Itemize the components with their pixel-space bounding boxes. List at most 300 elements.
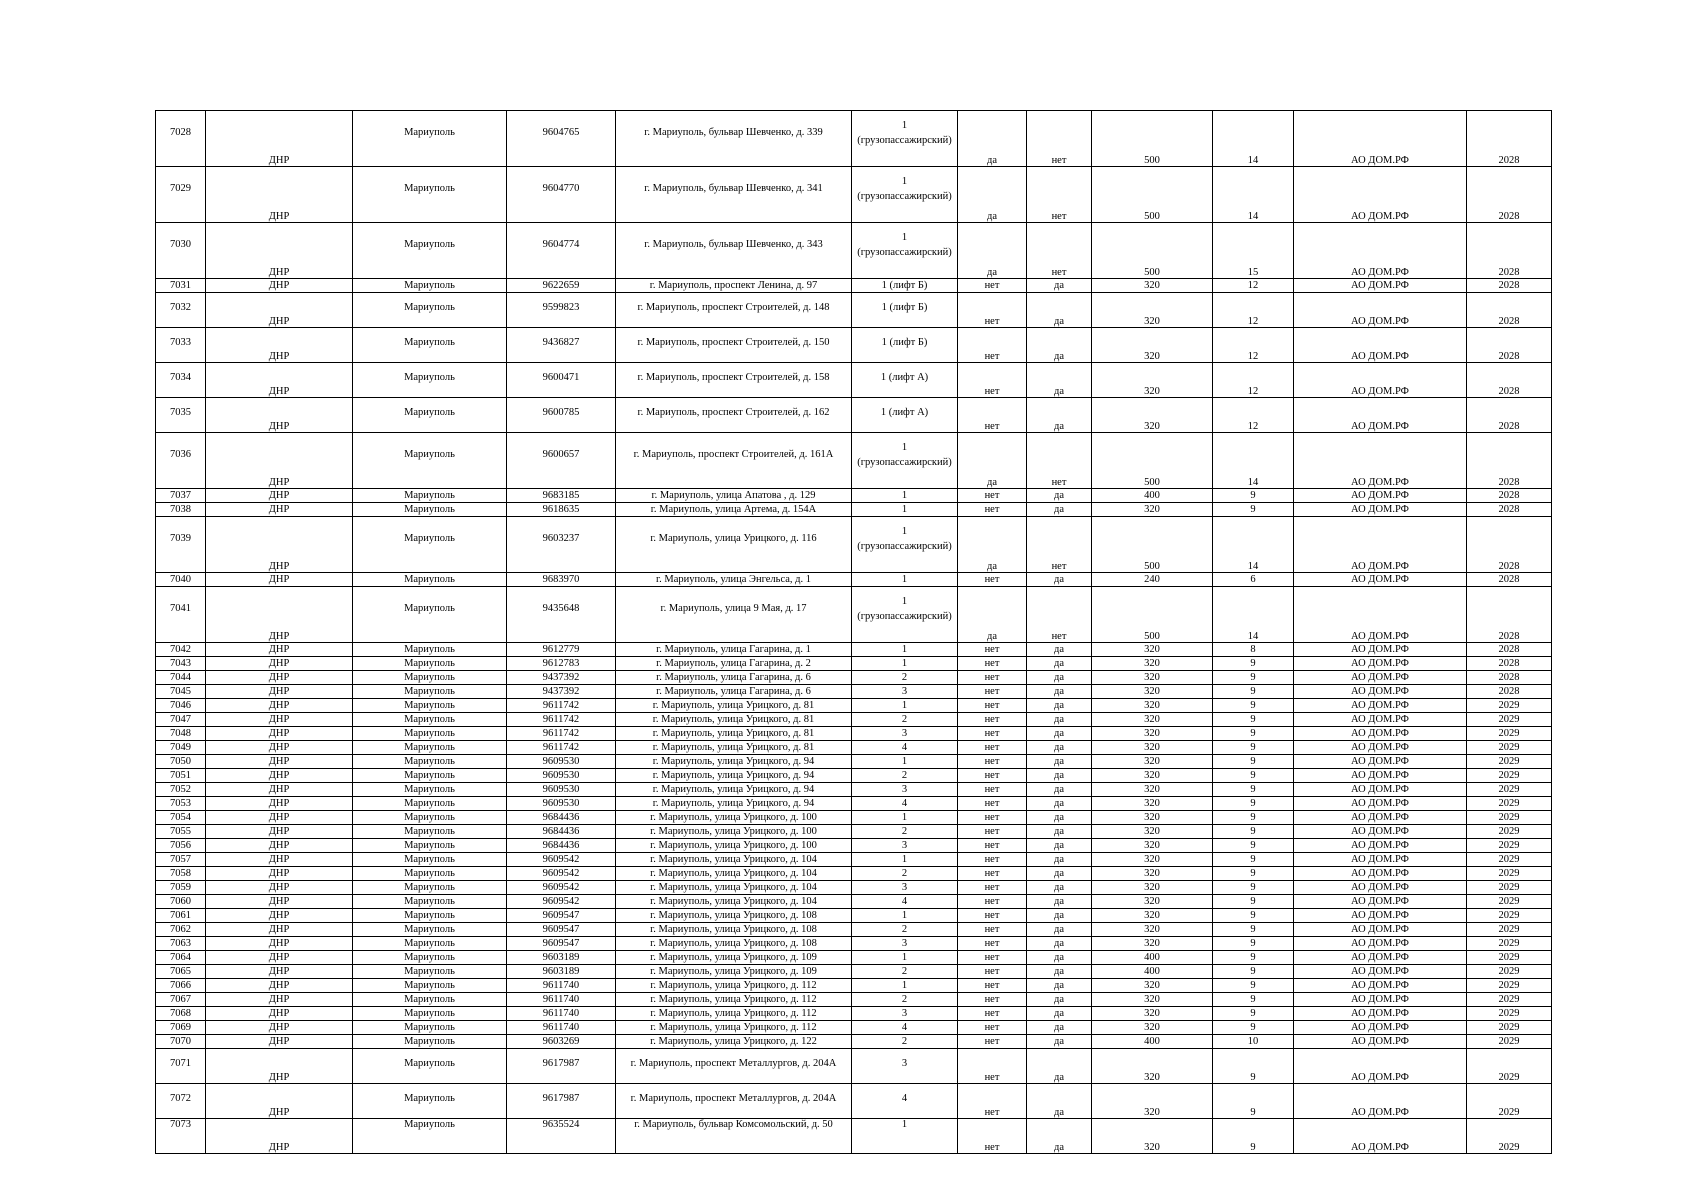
cell-elevator-count: 1 [852,755,958,769]
table-row [156,433,1552,489]
cell-building-id: 9611742 [507,699,616,713]
cell-stops: 9 [1213,489,1294,503]
cell-capacity-kg: 500 [1092,111,1213,167]
cell-stops: 8 [1213,643,1294,657]
cell-year: 2028 [1467,685,1552,699]
cell-year: 2028 [1467,489,1552,503]
cell-region: ДНР [206,993,353,1007]
cell-row-number: 7063 [156,937,206,951]
cell-elevator-count: 3 [852,881,958,895]
cell-row-number: 7034 [156,363,206,398]
cell-freight-flag: нет [958,895,1027,909]
cell-city: Мариуполь [353,797,507,811]
cell-freight-flag: нет [958,685,1027,699]
cell-capacity-kg: 320 [1092,1021,1213,1035]
cell-building-id: 9603237 [507,517,616,573]
table-row [156,517,1552,573]
cell-row-number: 7049 [156,741,206,755]
cell-row-number: 7067 [156,993,206,1007]
cell-passenger-flag: да [1027,909,1092,923]
cell-row-number: 7052 [156,783,206,797]
cell-passenger-flag: нет [1027,587,1092,643]
cell-stops: 9 [1213,881,1294,895]
cell-owner: АО ДОМ.РФ [1294,363,1467,398]
cell-owner: АО ДОМ.РФ [1294,699,1467,713]
cell-address: г. Мариуполь, улица Урицкого, д. 81 [616,713,852,727]
table-row [156,699,1552,713]
cell-owner: АО ДОМ.РФ [1294,671,1467,685]
cell-elevator-count: 1 (лифт Б) [852,279,958,293]
cell-freight-flag: нет [958,951,1027,965]
cell-stops: 9 [1213,895,1294,909]
table-row [156,741,1552,755]
cell-stops: 9 [1213,811,1294,825]
cell-freight-flag: нет [958,881,1027,895]
cell-capacity-kg: 320 [1092,811,1213,825]
cell-stops: 9 [1213,1084,1294,1119]
cell-passenger-flag: да [1027,293,1092,328]
cell-freight-flag: нет [958,937,1027,951]
cell-year: 2028 [1467,517,1552,573]
cell-elevator-count: 1 [852,699,958,713]
cell-stops: 9 [1213,727,1294,741]
cell-passenger-flag: да [1027,573,1092,587]
cell-row-number: 7066 [156,979,206,993]
cell-passenger-flag: да [1027,811,1092,825]
cell-city: Мариуполь [353,937,507,951]
cell-row-number: 7064 [156,951,206,965]
cell-stops: 14 [1213,587,1294,643]
cell-passenger-flag: да [1027,755,1092,769]
cell-capacity-kg: 320 [1092,398,1213,433]
cell-elevator-count: 1 [852,811,958,825]
cell-freight-flag: нет [958,328,1027,363]
cell-year: 2028 [1467,671,1552,685]
cell-freight-flag: нет [958,853,1027,867]
cell-address: г. Мариуполь, улица Урицкого, д. 109 [616,951,852,965]
cell-address: г. Мариуполь, проспект Металлургов, д. 204А [616,1084,852,1119]
cell-freight-flag: нет [958,727,1027,741]
cell-year: 2029 [1467,811,1552,825]
table-row [156,489,1552,503]
cell-row-number: 7060 [156,895,206,909]
cell-building-id: 9611740 [507,1007,616,1021]
cell-passenger-flag: да [1027,895,1092,909]
cell-stops: 9 [1213,979,1294,993]
cell-owner: АО ДОМ.РФ [1294,979,1467,993]
cell-address: г. Мариуполь, улица 9 Мая, д. 17 [616,587,852,643]
cell-elevator-count: 2 [852,825,958,839]
table-row [156,685,1552,699]
cell-owner: АО ДОМ.РФ [1294,727,1467,741]
cell-elevator-count: 1 [852,979,958,993]
cell-passenger-flag: нет [1027,167,1092,223]
cell-building-id: 9684436 [507,825,616,839]
cell-region: ДНР [206,685,353,699]
cell-city: Мариуполь [353,587,507,643]
table-row [156,895,1552,909]
cell-stops: 12 [1213,293,1294,328]
table-row [156,965,1552,979]
cell-region: ДНР [206,279,353,293]
table-row [156,587,1552,643]
cell-capacity-kg: 320 [1092,1049,1213,1084]
cell-city: Мариуполь [353,1119,507,1154]
cell-building-id: 9609530 [507,755,616,769]
cell-address: г. Мариуполь, улица Урицкого, д. 100 [616,811,852,825]
cell-owner: АО ДОМ.РФ [1294,1021,1467,1035]
cell-owner: АО ДОМ.РФ [1294,993,1467,1007]
cell-owner: АО ДОМ.РФ [1294,895,1467,909]
cell-year: 2029 [1467,769,1552,783]
cell-freight-flag: нет [958,713,1027,727]
cell-region: ДНР [206,111,353,167]
cell-building-id: 9612779 [507,643,616,657]
cell-elevator-count: 1 [852,573,958,587]
cell-address: г. Мариуполь, улица Урицкого, д. 81 [616,727,852,741]
cell-capacity-kg: 320 [1092,895,1213,909]
cell-address: г. Мариуполь, бульвар Комсомольский, д. 50 [616,1119,852,1154]
cell-city: Мариуполь [353,699,507,713]
table-row [156,839,1552,853]
cell-year: 2029 [1467,839,1552,853]
cell-city: Мариуполь [353,573,507,587]
cell-address: г. Мариуполь, улица Урицкого, д. 94 [616,783,852,797]
cell-freight-flag: нет [958,489,1027,503]
table-row [156,223,1552,279]
cell-freight-flag: нет [958,1035,1027,1049]
cell-address: г. Мариуполь, улица Урицкого, д. 108 [616,923,852,937]
cell-stops: 12 [1213,398,1294,433]
cell-elevator-count: 1 [852,643,958,657]
cell-region: ДНР [206,937,353,951]
cell-owner: АО ДОМ.РФ [1294,783,1467,797]
cell-owner: АО ДОМ.РФ [1294,328,1467,363]
cell-capacity-kg: 240 [1092,573,1213,587]
cell-passenger-flag: нет [1027,517,1092,573]
cell-passenger-flag: да [1027,769,1092,783]
cell-year: 2029 [1467,909,1552,923]
cell-stops: 9 [1213,825,1294,839]
cell-stops: 12 [1213,279,1294,293]
cell-owner: АО ДОМ.РФ [1294,1049,1467,1084]
cell-owner: АО ДОМ.РФ [1294,573,1467,587]
cell-passenger-flag: да [1027,993,1092,1007]
cell-city: Мариуполь [353,111,507,167]
cell-region: ДНР [206,503,353,517]
cell-capacity-kg: 320 [1092,853,1213,867]
cell-elevator-count: 4 [852,797,958,811]
cell-region: ДНР [206,1049,353,1084]
cell-owner: АО ДОМ.РФ [1294,853,1467,867]
cell-year: 2029 [1467,853,1552,867]
cell-address: г. Мариуполь, улица Урицкого, д. 104 [616,853,852,867]
cell-year: 2029 [1467,783,1552,797]
cell-stops: 10 [1213,1035,1294,1049]
cell-row-number: 7047 [156,713,206,727]
cell-elevator-count: 1 [852,1119,958,1154]
cell-owner: АО ДОМ.РФ [1294,657,1467,671]
cell-building-id: 9609547 [507,923,616,937]
cell-city: Мариуполь [353,685,507,699]
cell-passenger-flag: да [1027,1007,1092,1021]
cell-year: 2028 [1467,279,1552,293]
cell-row-number: 7057 [156,853,206,867]
cell-row-number: 7069 [156,1021,206,1035]
cell-building-id: 9611740 [507,1021,616,1035]
cell-capacity-kg: 320 [1092,755,1213,769]
cell-row-number: 7062 [156,923,206,937]
cell-city: Мариуполь [353,853,507,867]
cell-owner: АО ДОМ.РФ [1294,923,1467,937]
cell-address: г. Мариуполь, улица Урицкого, д. 81 [616,741,852,755]
cell-owner: АО ДОМ.РФ [1294,167,1467,223]
cell-year: 2028 [1467,433,1552,489]
cell-region: ДНР [206,433,353,489]
cell-address: г. Мариуполь, бульвар Шевченко, д. 343 [616,223,852,279]
cell-building-id: 9600785 [507,398,616,433]
cell-passenger-flag: нет [1027,111,1092,167]
cell-elevator-count: 2 [852,671,958,685]
cell-capacity-kg: 320 [1092,769,1213,783]
cell-region: ДНР [206,398,353,433]
cell-building-id: 9600471 [507,363,616,398]
cell-row-number: 7042 [156,643,206,657]
cell-passenger-flag: да [1027,797,1092,811]
cell-row-number: 7072 [156,1084,206,1119]
cell-elevator-count: 3 [852,1049,958,1084]
cell-building-id: 9683970 [507,573,616,587]
cell-row-number: 7061 [156,909,206,923]
cell-passenger-flag: да [1027,643,1092,657]
cell-address: г. Мариуполь, проспект Строителей, д. 158 [616,363,852,398]
cell-city: Мариуполь [353,923,507,937]
cell-row-number: 7054 [156,811,206,825]
cell-building-id: 9435648 [507,587,616,643]
cell-row-number: 7050 [156,755,206,769]
cell-row-number: 7048 [156,727,206,741]
cell-stops: 9 [1213,965,1294,979]
cell-passenger-flag: да [1027,923,1092,937]
cell-stops: 12 [1213,363,1294,398]
cell-row-number: 7053 [156,797,206,811]
cell-elevator-count: 3 [852,783,958,797]
cell-building-id: 9611742 [507,727,616,741]
cell-row-number: 7073 [156,1119,206,1154]
cell-freight-flag: нет [958,783,1027,797]
table-row [156,993,1552,1007]
cell-year: 2029 [1467,741,1552,755]
cell-address: г. Мариуполь, улица Урицкого, д. 104 [616,881,852,895]
cell-row-number: 7037 [156,489,206,503]
cell-elevator-count: 2 [852,965,958,979]
cell-building-id: 9617987 [507,1049,616,1084]
cell-year: 2029 [1467,895,1552,909]
cell-elevator-count: 3 [852,839,958,853]
cell-region: ДНР [206,1035,353,1049]
cell-elevator-count: 3 [852,1007,958,1021]
cell-owner: АО ДОМ.РФ [1294,1084,1467,1119]
elevator-register-table [155,110,1552,1154]
cell-city: Мариуполь [353,881,507,895]
cell-building-id: 9609547 [507,909,616,923]
cell-city: Мариуполь [353,979,507,993]
cell-city: Мариуполь [353,713,507,727]
table-row [156,825,1552,839]
cell-city: Мариуполь [353,895,507,909]
cell-freight-flag: нет [958,769,1027,783]
cell-region: ДНР [206,755,353,769]
cell-owner: АО ДОМ.РФ [1294,965,1467,979]
cell-owner: АО ДОМ.РФ [1294,489,1467,503]
table-row [156,503,1552,517]
cell-region: ДНР [206,489,353,503]
cell-city: Мариуполь [353,503,507,517]
cell-capacity-kg: 320 [1092,503,1213,517]
cell-capacity-kg: 500 [1092,433,1213,489]
cell-stops: 9 [1213,909,1294,923]
cell-elevator-count: 2 [852,923,958,937]
cell-freight-flag: нет [958,573,1027,587]
cell-capacity-kg: 500 [1092,587,1213,643]
cell-year: 2028 [1467,293,1552,328]
table-row [156,1007,1552,1021]
cell-city: Мариуполь [353,769,507,783]
cell-city: Мариуполь [353,433,507,489]
cell-region: ДНР [206,895,353,909]
cell-address: г. Мариуполь, улица Урицкого, д. 112 [616,1007,852,1021]
table-row [156,979,1552,993]
cell-year: 2029 [1467,965,1552,979]
cell-year: 2028 [1467,398,1552,433]
cell-city: Мариуполь [353,1049,507,1084]
cell-capacity-kg: 320 [1092,685,1213,699]
cell-building-id: 9603189 [507,951,616,965]
cell-year: 2028 [1467,587,1552,643]
cell-address: г. Мариуполь, улица Урицкого, д. 100 [616,839,852,853]
cell-freight-flag: нет [958,503,1027,517]
cell-address: г. Мариуполь, улица Урицкого, д. 81 [616,699,852,713]
cell-capacity-kg: 320 [1092,741,1213,755]
cell-capacity-kg: 320 [1092,979,1213,993]
cell-building-id: 9609542 [507,853,616,867]
cell-owner: АО ДОМ.РФ [1294,433,1467,489]
cell-capacity-kg: 320 [1092,923,1213,937]
cell-capacity-kg: 320 [1092,657,1213,671]
cell-row-number: 7045 [156,685,206,699]
cell-passenger-flag: нет [1027,223,1092,279]
cell-region: ДНР [206,909,353,923]
cell-owner: АО ДОМ.РФ [1294,867,1467,881]
cell-passenger-flag: да [1027,951,1092,965]
cell-owner: АО ДОМ.РФ [1294,223,1467,279]
cell-year: 2029 [1467,1007,1552,1021]
cell-owner: АО ДОМ.РФ [1294,1007,1467,1021]
cell-address: г. Мариуполь, проспект Строителей, д. 162 [616,398,852,433]
table-row [156,1035,1552,1049]
cell-row-number: 7046 [156,699,206,713]
cell-elevator-count: 1 [852,951,958,965]
cell-freight-flag: нет [958,293,1027,328]
cell-passenger-flag: да [1027,937,1092,951]
cell-year: 2029 [1467,1119,1552,1154]
cell-elevator-count: 1 [852,503,958,517]
cell-row-number: 7031 [156,279,206,293]
cell-passenger-flag: да [1027,979,1092,993]
cell-city: Мариуполь [353,951,507,965]
cell-address: г. Мариуполь, улица Гагарина, д. 6 [616,671,852,685]
cell-address: г. Мариуполь, улица Гагарина, д. 2 [616,657,852,671]
cell-region: ДНР [206,643,353,657]
cell-region: ДНР [206,979,353,993]
table-row [156,573,1552,587]
cell-city: Мариуполь [353,727,507,741]
cell-year: 2029 [1467,1021,1552,1035]
cell-region: ДНР [206,783,353,797]
cell-owner: АО ДОМ.РФ [1294,797,1467,811]
cell-city: Мариуполь [353,489,507,503]
cell-passenger-flag: да [1027,1021,1092,1035]
cell-owner: АО ДОМ.РФ [1294,881,1467,895]
cell-address: г. Мариуполь, улица Энгельса, д. 1 [616,573,852,587]
cell-capacity-kg: 320 [1092,797,1213,811]
cell-row-number: 7059 [156,881,206,895]
cell-row-number: 7068 [156,1007,206,1021]
cell-stops: 9 [1213,671,1294,685]
table-row [156,328,1552,363]
cell-row-number: 7065 [156,965,206,979]
cell-passenger-flag: да [1027,839,1092,853]
cell-region: ДНР [206,881,353,895]
cell-freight-flag: нет [958,1084,1027,1119]
cell-address: г. Мариуполь, проспект Строителей, д. 148 [616,293,852,328]
table-row [156,167,1552,223]
cell-address: г. Мариуполь, улица Урицкого, д. 109 [616,965,852,979]
cell-building-id: 9612783 [507,657,616,671]
cell-passenger-flag: да [1027,489,1092,503]
cell-passenger-flag: да [1027,853,1092,867]
cell-stops: 9 [1213,839,1294,853]
cell-year: 2029 [1467,867,1552,881]
cell-year: 2028 [1467,363,1552,398]
cell-city: Мариуполь [353,1021,507,1035]
cell-region: ДНР [206,951,353,965]
cell-region: ДНР [206,363,353,398]
cell-year: 2029 [1467,993,1552,1007]
cell-passenger-flag: да [1027,783,1092,797]
cell-elevator-count: 1 (грузопассажирский) [852,111,958,167]
cell-capacity-kg: 320 [1092,727,1213,741]
cell-region: ДНР [206,573,353,587]
cell-region: ДНР [206,853,353,867]
cell-freight-flag: нет [958,1049,1027,1084]
cell-owner: АО ДОМ.РФ [1294,685,1467,699]
cell-address: г. Мариуполь, проспект Строителей, д. 150 [616,328,852,363]
cell-city: Мариуполь [353,517,507,573]
cell-freight-flag: нет [958,839,1027,853]
cell-elevator-count: 1 (грузопассажирский) [852,167,958,223]
cell-region: ДНР [206,727,353,741]
cell-capacity-kg: 320 [1092,1007,1213,1021]
cell-building-id: 9604765 [507,111,616,167]
cell-elevator-count: 1 [852,489,958,503]
cell-year: 2028 [1467,328,1552,363]
cell-capacity-kg: 320 [1092,839,1213,853]
cell-city: Мариуполь [353,909,507,923]
cell-city: Мариуполь [353,1035,507,1049]
cell-owner: АО ДОМ.РФ [1294,111,1467,167]
cell-building-id: 9635524 [507,1119,616,1154]
